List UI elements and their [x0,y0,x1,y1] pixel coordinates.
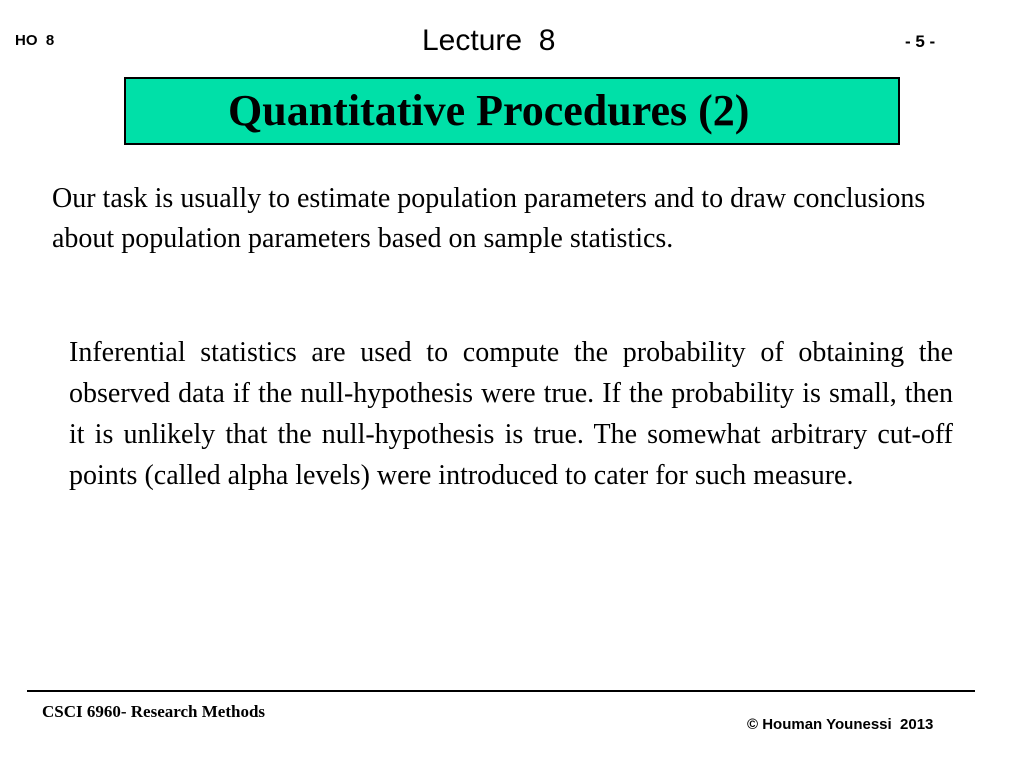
page-number: - 5 - [905,32,936,51]
slide-title: Quantitative Procedures (2) [228,86,750,135]
intro-paragraph: Our task is usually to estimate population parameters and to draw conclusions about population parameters based on sample statistics. [52,183,926,254]
inferential-paragraph: Inferential statistics are used to compute the probability of obtaining the observed data if the null-hypothesis were true. If the probability is small, then it is unlikely that the null-hypothesis is true. The somewhat arbitrary cut-off points (called alpha levels) were introduced to cater for such measure. [69,337,953,491]
copyright-notice: © Houman Younessi 2013 [747,716,934,733]
handout-label: HO 8 [15,32,55,49]
lecture-heading: Lecture 8 [422,24,556,57]
course-label: CSCI 6960- Research Methods [42,702,266,721]
footer-divider [27,690,975,692]
slide-title-box [124,77,900,145]
